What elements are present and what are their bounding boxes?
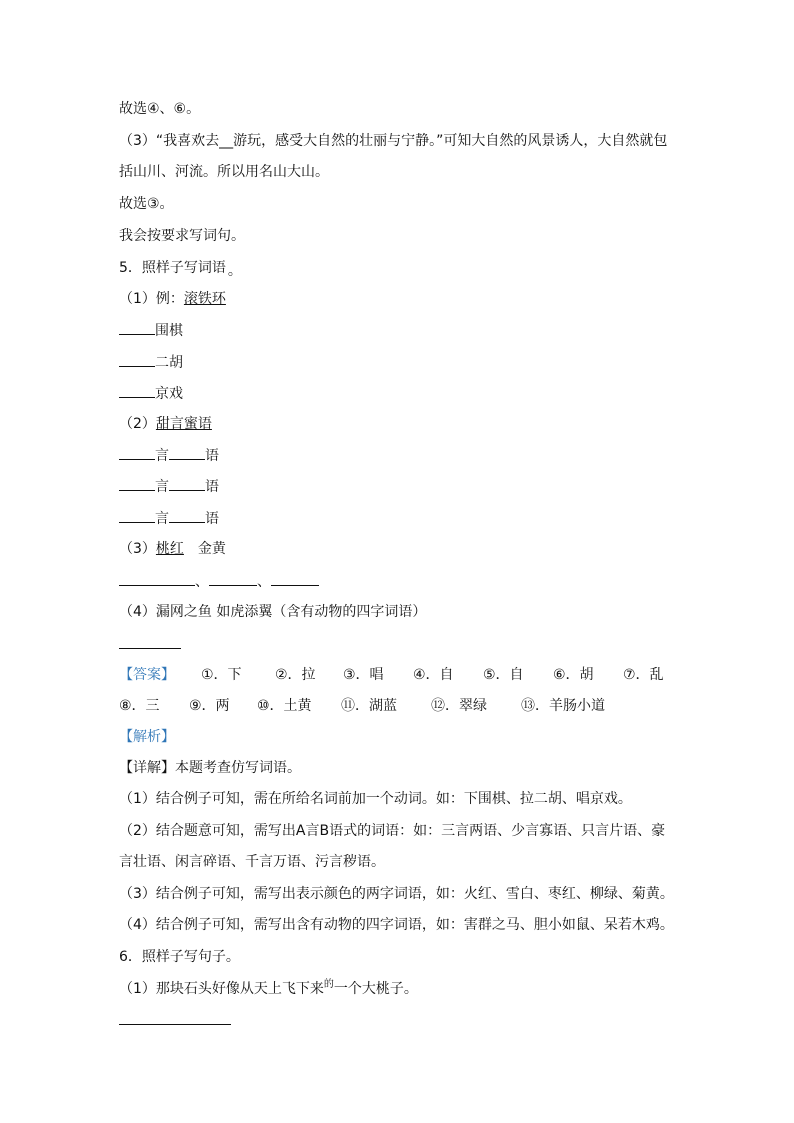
fill-line <box>119 508 219 529</box>
fill-line <box>119 445 219 466</box>
answer-item: ③．唱 <box>343 667 384 683</box>
fill-line <box>119 320 183 341</box>
fill-char: 语 <box>205 511 219 527</box>
sentence-part: （1）那块石头好像从天上飞下来 <box>119 981 324 997</box>
sub-question-1 <box>119 289 226 309</box>
separator: 、 <box>257 574 271 590</box>
answer-blank[interactable] <box>271 571 319 586</box>
answer-blank[interactable] <box>119 383 155 398</box>
text-line: （2）结合题意可知，需写出A言B语式的词语：如：三言两语、少言寡语、只言片语、豪 <box>119 823 666 839</box>
fill-char: 言 <box>155 511 169 527</box>
fill-line <box>119 476 219 497</box>
answer-blank[interactable] <box>119 352 155 367</box>
fill-char: 言 <box>155 448 169 464</box>
text-line: 我会按要求写词句。 <box>119 228 245 244</box>
fill-char: 语 <box>205 448 219 464</box>
answer-item: ①．下 <box>201 667 242 683</box>
example-word: 桃红 <box>155 541 184 557</box>
answer-blank[interactable] <box>119 508 155 523</box>
analysis-label: 【解析】 <box>119 729 175 745</box>
answer-item: ⑧．三 <box>119 698 160 714</box>
answer-item: ⑥．胡 <box>553 667 594 683</box>
answer-item: ⑨．两 <box>189 698 230 714</box>
answer-item: ⑫．翠绿 <box>431 698 487 714</box>
fill-word: 二胡 <box>155 355 183 371</box>
text-line: （4）结合例子可知，需写出含有动物的四字词语，如：害群之马、胆小如鼠、呆若木鸡。 <box>119 917 674 933</box>
fill-line <box>119 634 181 655</box>
sub-question-2 <box>119 414 212 434</box>
fill-line <box>119 383 183 404</box>
fill-line <box>119 352 183 373</box>
answer-blank[interactable] <box>119 634 181 649</box>
answer-label: 【答案】 <box>119 667 175 683</box>
answer-blank[interactable] <box>209 571 257 586</box>
fill-line <box>119 571 319 592</box>
answer-item: ⑩．土黄 <box>257 698 312 714</box>
fill-word: 京戏 <box>155 386 183 402</box>
question-5-text: 5．照样子写词语 <box>119 260 226 276</box>
fill-char: 语 <box>205 479 219 495</box>
example-word: 滚铁环 <box>183 291 226 307</box>
period-mark: 。 <box>227 263 242 279</box>
text-line: （3）结合例子可知，需写出表示颜色的两字词语，如：火红、雪白、枣红、柳绿、菊黄。 <box>119 886 674 902</box>
example-word: 金黄 <box>197 541 226 557</box>
sub-question-4: （4）漏网之鱼 如虎添翼（含有动物的四字词语） <box>119 604 427 620</box>
fill-char: 言 <box>155 479 169 495</box>
answer-item: ④．自 <box>413 667 454 683</box>
answer-blank[interactable] <box>169 476 205 491</box>
answer-item: ⑦．乱 <box>623 667 664 683</box>
text-line: 故选③。 <box>119 196 174 212</box>
fill-word: 围棋 <box>155 323 183 339</box>
answer-blank[interactable] <box>169 445 205 460</box>
text-line: 言壮语、闲言碎语、千言万语、污言秽语。 <box>119 854 385 870</box>
answer-row <box>119 696 605 716</box>
fill-line <box>119 1010 231 1031</box>
answer-item: ⑪．湖蓝 <box>341 698 397 714</box>
text-line: （1）结合例子可知，需在所给名词前加一个动词。如：下围棋、拉二胡、唱京戏。 <box>119 791 632 807</box>
text-line: 括山川、河流。所以用名山大山。 <box>119 164 329 180</box>
sub-label: （3） <box>119 541 156 557</box>
question-5-title <box>119 258 242 278</box>
answer-item: ②．拉 <box>275 667 316 683</box>
question-6-title: 6．照样子写句子。 <box>119 949 240 965</box>
inserted-char: 的 <box>323 979 334 990</box>
text-line: 【详解】本题考查仿写词语。 <box>119 760 301 776</box>
sub-question-3 <box>119 539 226 559</box>
answer-blank[interactable] <box>119 1010 231 1025</box>
answer-row <box>119 665 664 685</box>
answer-item: ⑤．自 <box>483 667 524 683</box>
sentence-part: 一个大桃子。 <box>333 981 418 997</box>
sub-question-6-1 <box>119 979 418 1001</box>
sub-label: （1）例： <box>119 291 184 307</box>
example-word: 甜言蜜语 <box>155 416 212 432</box>
answer-blank[interactable] <box>119 320 155 335</box>
separator: 、 <box>195 574 209 590</box>
answer-item: ⑬．羊肠小道 <box>521 698 605 714</box>
answer-blank[interactable] <box>169 508 205 523</box>
text-line: 故选④、⑥。 <box>119 101 201 117</box>
answer-blank[interactable] <box>119 476 155 491</box>
sub-label: （2） <box>119 416 156 432</box>
text-line: （3）“我喜欢去__游玩，感受大自然的壮丽与宁静。”可知大自然的风景诱人，大自然就包 <box>119 133 668 149</box>
answer-blank[interactable] <box>119 571 195 586</box>
answer-blank[interactable] <box>119 445 155 460</box>
